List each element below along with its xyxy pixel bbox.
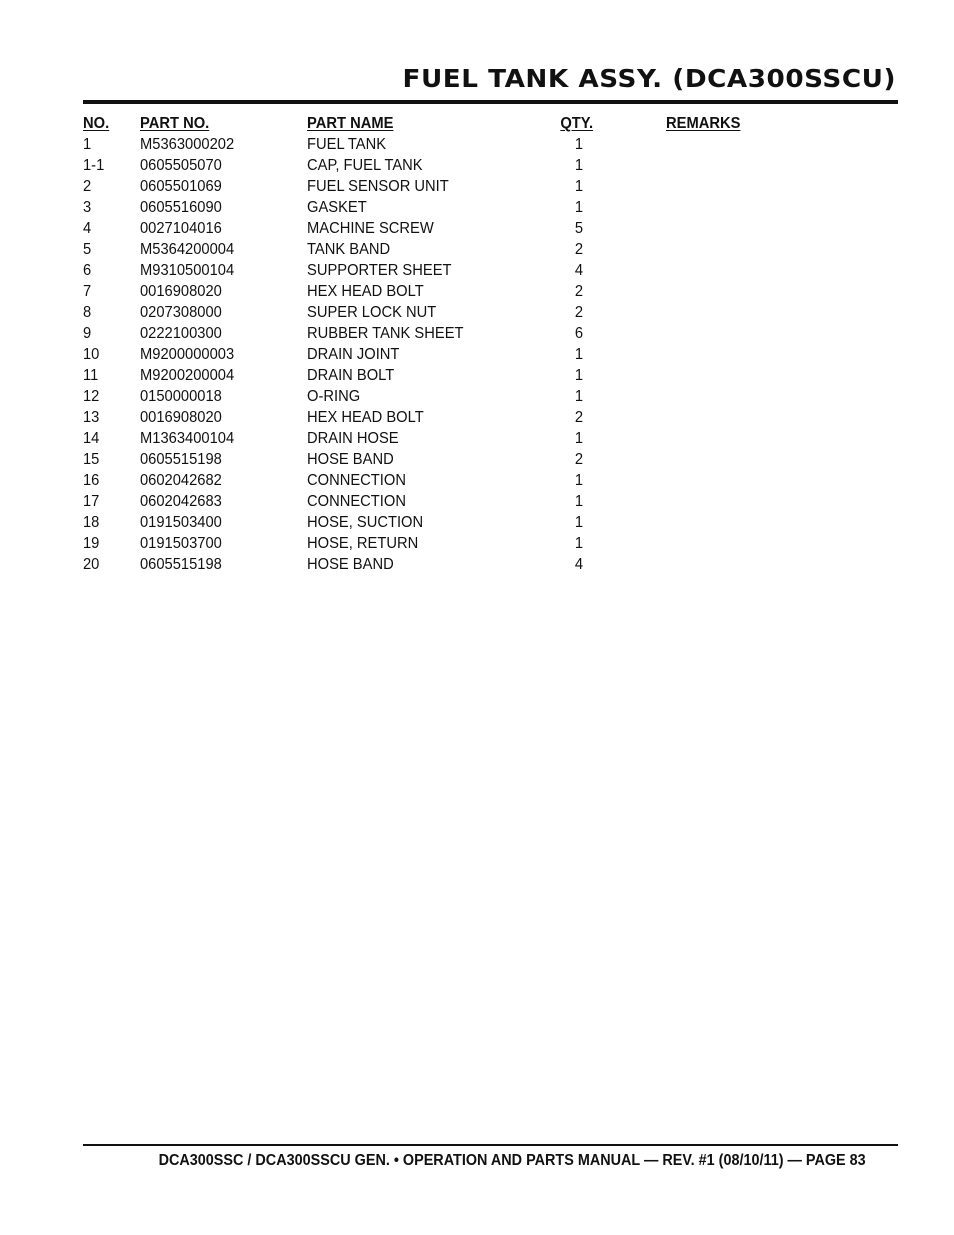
cell-qty: 1 (574, 178, 584, 195)
table-row (83, 281, 783, 302)
cell-part-no: 0222100300 (140, 325, 222, 342)
header-qty: QTY. (560, 115, 594, 132)
cell-qty: 2 (574, 304, 584, 321)
cell-part-no: 0605505070 (140, 157, 222, 174)
cell-part-name: HOSE BAND (307, 451, 394, 468)
cell-no: 20 (83, 556, 100, 573)
cell-no: 12 (83, 388, 100, 405)
parts-table (83, 113, 783, 575)
cell-no: 2 (83, 178, 92, 195)
table-row (83, 176, 783, 197)
cell-part-name: O-RING (307, 388, 361, 405)
table-row (83, 554, 783, 575)
cell-part-no: M9310500104 (140, 262, 235, 279)
cell-qty: 1 (574, 514, 584, 531)
cell-no: 1 (83, 136, 92, 153)
cell-part-name: RUBBER TANK SHEET (307, 325, 464, 342)
cell-part-name: HEX HEAD BOLT (307, 409, 424, 426)
cell-part-name: DRAIN JOINT (307, 346, 400, 363)
cell-part-no: 0602042682 (140, 472, 222, 489)
cell-qty: 1 (574, 367, 584, 384)
cell-no: 19 (83, 535, 100, 552)
cell-qty: 4 (574, 262, 584, 279)
table-row (83, 302, 783, 323)
cell-part-no: 0027104016 (140, 220, 222, 237)
table-body (83, 134, 783, 575)
table-row (83, 449, 783, 470)
cell-part-no: 0605515198 (140, 451, 222, 468)
cell-no: 8 (83, 304, 92, 321)
cell-no: 4 (83, 220, 92, 237)
table-row (83, 134, 783, 155)
table-row (83, 260, 783, 281)
cell-qty: 4 (574, 556, 584, 573)
table-row (83, 407, 783, 428)
cell-qty: 1 (574, 388, 584, 405)
cell-part-no: 0605516090 (140, 199, 222, 216)
cell-part-name: FUEL SENSOR UNIT (307, 178, 449, 195)
cell-qty: 2 (574, 283, 584, 300)
cell-qty: 1 (574, 535, 584, 552)
cell-part-name: CONNECTION (307, 493, 406, 510)
table-row (83, 533, 783, 554)
table-row (83, 386, 783, 407)
cell-no: 1-1 (83, 157, 105, 174)
cell-part-name: SUPER LOCK NUT (307, 304, 437, 321)
cell-part-no: 0016908020 (140, 283, 222, 300)
cell-part-no: M9200000003 (140, 346, 235, 363)
cell-qty: 1 (574, 157, 584, 174)
footer-divider (83, 1144, 898, 1146)
cell-no: 7 (83, 283, 92, 300)
cell-part-name: DRAIN BOLT (307, 367, 395, 384)
cell-no: 6 (83, 262, 92, 279)
table-row (83, 428, 783, 449)
cell-qty: 2 (574, 241, 584, 258)
cell-no: 14 (83, 430, 100, 447)
cell-part-name: FUEL TANK (307, 136, 387, 153)
table-header-row (83, 113, 783, 134)
cell-no: 16 (83, 472, 100, 489)
cell-no: 13 (83, 409, 100, 426)
cell-qty: 1 (574, 472, 584, 489)
table-row (83, 323, 783, 344)
cell-part-no: M5363000202 (140, 136, 235, 153)
cell-part-name: TANK BAND (307, 241, 391, 258)
cell-no: 11 (83, 367, 99, 384)
cell-part-no: 0602042683 (140, 493, 222, 510)
cell-part-name: CAP, FUEL TANK (307, 157, 423, 174)
cell-qty: 1 (574, 199, 584, 216)
header-no: NO. (83, 115, 110, 132)
table-row (83, 239, 783, 260)
page-title: FUEL TANK ASSY. (DCA300SSCU) (402, 64, 896, 93)
header-remarks: REMARKS (666, 115, 741, 132)
cell-qty: 5 (574, 220, 584, 237)
cell-part-no: 0191503700 (140, 535, 222, 552)
cell-no: 15 (83, 451, 100, 468)
table-row (83, 491, 783, 512)
table-row (83, 155, 783, 176)
cell-part-no: 0016908020 (140, 409, 222, 426)
cell-qty: 2 (574, 409, 584, 426)
cell-part-no: 0605515198 (140, 556, 222, 573)
cell-part-name: HOSE, SUCTION (307, 514, 424, 531)
cell-part-no: 0605501069 (140, 178, 222, 195)
cell-qty: 1 (574, 136, 584, 153)
cell-no: 5 (83, 241, 92, 258)
cell-qty: 6 (574, 325, 584, 342)
cell-no: 9 (83, 325, 92, 342)
table-row (83, 218, 783, 239)
cell-part-name: SUPPORTER SHEET (307, 262, 452, 279)
table-row (83, 512, 783, 533)
cell-no: 18 (83, 514, 100, 531)
title-divider (83, 100, 898, 104)
cell-part-no: M5364200004 (140, 241, 235, 258)
cell-qty: 1 (574, 346, 584, 363)
cell-no: 3 (83, 199, 92, 216)
table-row (83, 344, 783, 365)
cell-part-name: HEX HEAD BOLT (307, 283, 424, 300)
table-row (83, 470, 783, 491)
cell-part-no: 0191503400 (140, 514, 222, 531)
cell-part-name: MACHINE SCREW (307, 220, 434, 237)
cell-part-no: M1363400104 (140, 430, 235, 447)
cell-qty: 2 (574, 451, 584, 468)
table-row (83, 197, 783, 218)
cell-part-name: CONNECTION (307, 472, 406, 489)
cell-part-name: GASKET (307, 199, 367, 216)
page-footer: DCA300SSC / DCA300SSCU GEN. • OPERATION AND PARTS MANUAL — REV. #1 (08/10/11) — PAGE 83 (158, 1152, 866, 1169)
cell-no: 17 (83, 493, 100, 510)
table-row (83, 365, 783, 386)
cell-part-name: DRAIN HOSE (307, 430, 399, 447)
cell-part-name: HOSE BAND (307, 556, 394, 573)
cell-part-no: 0207308000 (140, 304, 222, 321)
cell-no: 10 (83, 346, 100, 363)
header-part-no: PART NO. (140, 115, 210, 132)
cell-qty: 1 (574, 430, 584, 447)
cell-part-no: 0150000018 (140, 388, 222, 405)
header-part-name: PART NAME (307, 115, 394, 132)
cell-part-no: M9200200004 (140, 367, 235, 384)
cell-qty: 1 (574, 493, 584, 510)
cell-part-name: HOSE, RETURN (307, 535, 419, 552)
